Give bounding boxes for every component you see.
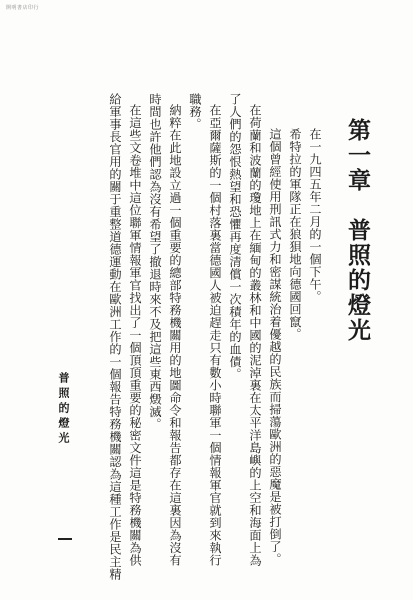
text-column-9: 時間也許他們認為沒有希望了撤退時來不及把這些東西燬滅。 <box>148 93 162 431</box>
text-column-5: 了人們的怨恨熱望和恐懼再度清償一次積年的血債。 <box>228 93 242 381</box>
text-column-8: 納粹在此地設立過一個重要的總部特務機關用的地圖命令和報告都存在這裏因為沒有 <box>168 104 182 567</box>
library-stamp: 開明書店印行 <box>6 5 40 11</box>
text-column-2: 希特拉的軍隊正在狼狽地向德國回竄。 <box>288 128 302 341</box>
chapter-title: 第一章 普照的燈光 <box>344 118 371 343</box>
text-column-4: 在荷蘭和波蘭的瓊地上在緬甸的叢林和中國的泥淖裏在太平洋島嶼的上空和海面上為 <box>248 104 262 567</box>
running-head: 普照的燈光 <box>57 372 70 447</box>
text-column-10: 在這些文卷堆中這位聯軍情報軍官找出了一個頂頂重要的秘密文件這是特務機關為供 <box>128 104 142 567</box>
text-column-6: 在亞爾薩斯的一個村落裏當德國人被迫趕走只有數小時聯軍一個情報軍官就到來執行 <box>208 104 222 567</box>
text-column-7: 職務。 <box>188 93 202 131</box>
text-column-3: 這個曾經使用刑訊式力和密謀統治着優越的民族而掃蕩歐洲的惡魔是被打倒了。 <box>268 128 282 566</box>
page-number <box>58 538 72 540</box>
text-column-11: 給軍事長官用的關于重整道德運動在歐洲工作的一個報告特務機關認為這種工作是民主精 <box>108 93 122 581</box>
page-number-text <box>58 529 67 542</box>
text-column-1: 在一九四五年二月的一個下午。 <box>308 128 322 303</box>
